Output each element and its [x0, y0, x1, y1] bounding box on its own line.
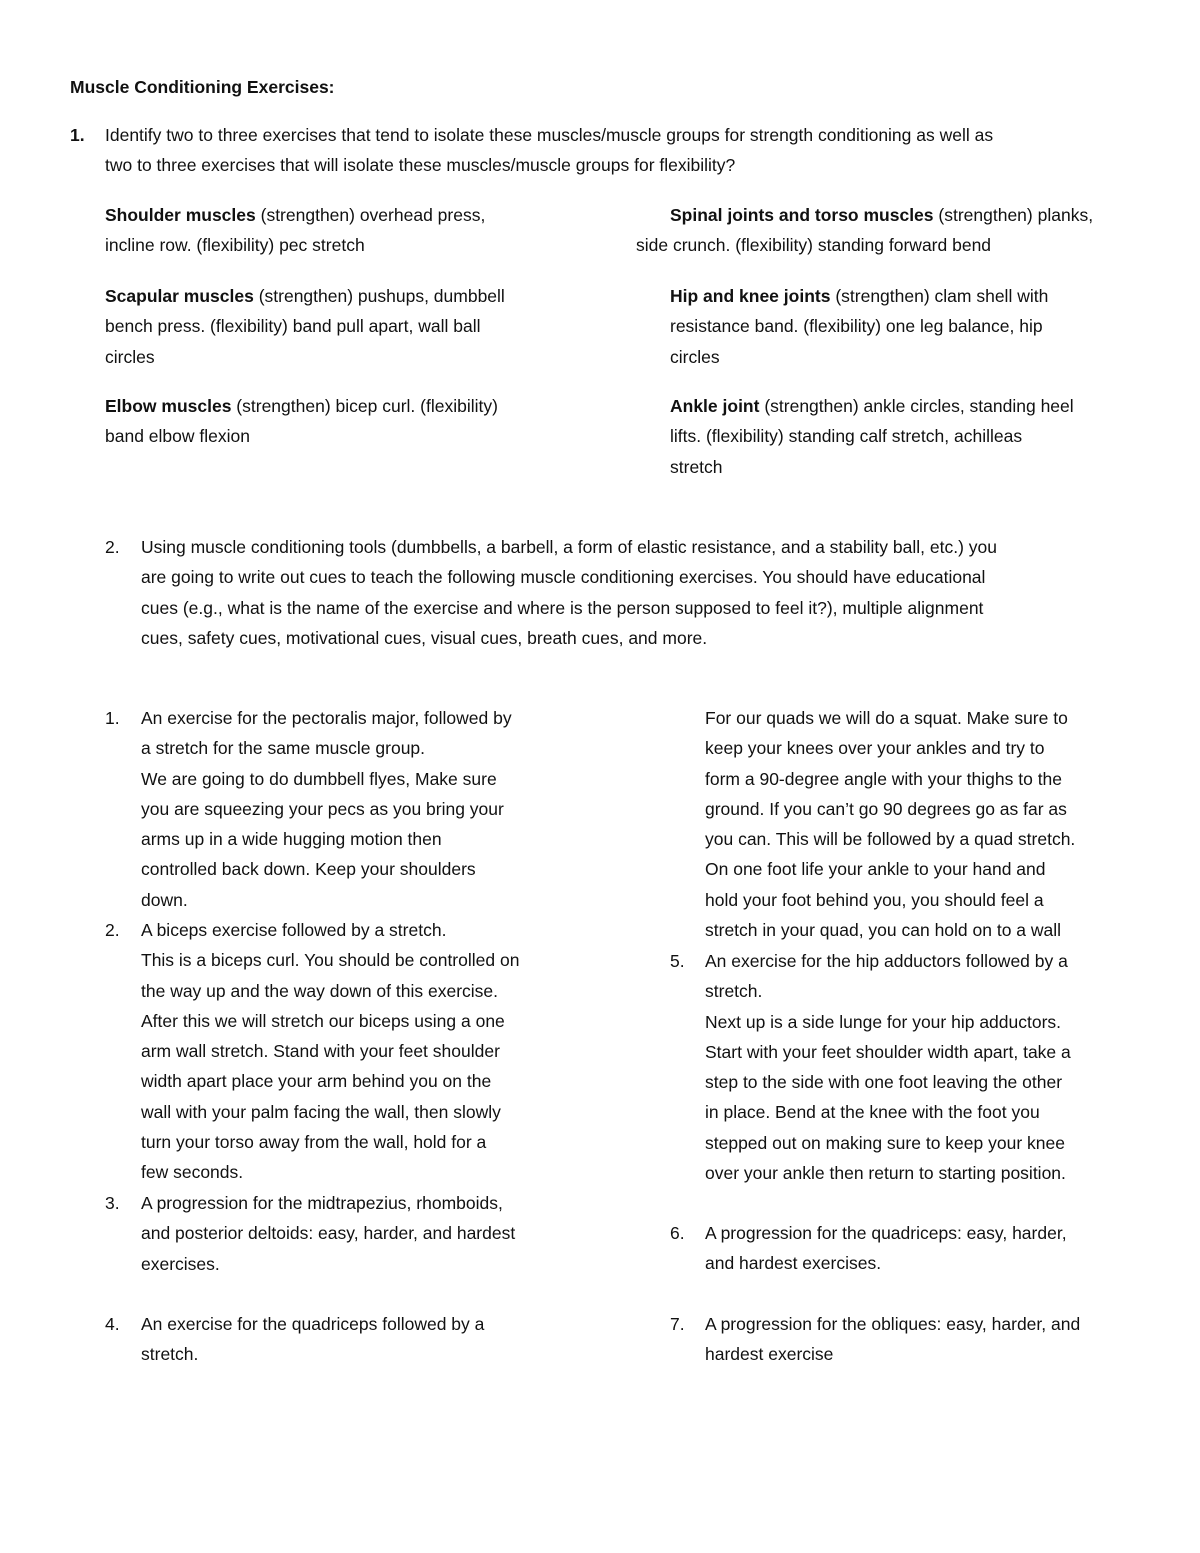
q2-text-line: cues, safety cues, motivational cues, visual cues, breath cues, and more.: [141, 627, 708, 648]
item-text-line: form a 90-degree angle with your thighs to the: [705, 768, 1063, 789]
item-text-line: over your ankle then return to starting position.: [705, 1163, 1066, 1184]
q2-text-line: cues (e.g., what is the name of the exercise and where is the person supposed to feel it?), multiple alignment: [141, 597, 984, 618]
item-text-line: wall with your palm facing the wall, then slowly: [141, 1101, 501, 1122]
item-text-line: hardest exercise: [705, 1344, 834, 1365]
item-text-line: ground. If you can’t go 90 degrees go as far as: [705, 798, 1067, 819]
muscle-name: Ankle joint: [670, 396, 760, 416]
muscle-name: Spinal joints and torso muscles: [670, 205, 934, 225]
item-text-line: A progression for the quadriceps: easy, harder,: [705, 1223, 1067, 1243]
item-number: 7.: [670, 1314, 685, 1334]
q1-text: [105, 120, 993, 181]
answer-text: stretch: [670, 456, 723, 477]
item-number: 2.: [105, 920, 120, 940]
item-text-line: A progression for the obliques: easy, harder, and: [705, 1314, 1081, 1334]
item-number: 3.: [105, 1193, 120, 1213]
item-text-line: the way up and the way down of this exercise.: [141, 980, 499, 1001]
q2-text: [141, 532, 997, 653]
answer-text: (strengthen) pushups, dumbbell: [253, 286, 505, 306]
answer-text: resistance band. (flexibility) one leg balance, hip: [670, 316, 1043, 337]
item-text-line: A biceps exercise followed by a stretch.: [141, 920, 447, 940]
item-text-line: width apart place your arm behind you on the: [141, 1071, 492, 1092]
answer-text: (strengthen) ankle circles, standing heel: [759, 396, 1074, 416]
item-text-line: step to the side with one foot leaving the other: [705, 1072, 1063, 1093]
item-text-line: stretch in your quad, you can hold on to a wall: [705, 920, 1062, 941]
answer-text: side crunch. (flexibility) standing forward bend: [636, 235, 992, 256]
item-text-line: An exercise for the pectoralis major, followed by: [141, 708, 512, 728]
item-text-line: stretch.: [141, 1344, 199, 1365]
item-text-line: exercises.: [141, 1253, 220, 1274]
item-3-text: [141, 1188, 515, 1279]
answer-text: incline row. (flexibility) pec stretch: [105, 235, 365, 256]
item-text-line: arm wall stretch. Stand with your feet shoulder: [141, 1041, 500, 1062]
item-text-line: Start with your feet shoulder width apart, take a: [705, 1041, 1071, 1062]
item-text-line: A progression for the midtrapezius, rhomboids,: [141, 1193, 503, 1213]
item-text-line: few seconds.: [141, 1162, 244, 1183]
item-number: 4.: [105, 1314, 120, 1334]
answer-spinal: [636, 200, 1093, 261]
item-number: 1.: [105, 708, 120, 728]
answer-text: (strengthen) bicep curl. (flexibility): [231, 396, 498, 416]
answer-shoulder: [105, 200, 485, 261]
item-1-text: [141, 703, 512, 915]
answer-text: (strengthen) overhead press,: [255, 205, 486, 225]
item-number: 5.: [670, 951, 685, 971]
item-text-line: For our quads we will do a squat. Make sure to: [705, 708, 1068, 728]
item-text-line: arms up in a wide hugging motion then: [141, 829, 442, 850]
answer-ankle: [670, 391, 1074, 482]
q2-text-line: are going to write out cues to teach the following muscle conditioning exercises. You should have educational: [141, 567, 986, 588]
item-4-text: [141, 1309, 484, 1370]
q2-text-line: Using muscle conditioning tools (dumbbells, a barbell, a form of elastic resistance, and a stability ball, etc.) you: [141, 537, 997, 557]
answer-elbow: [105, 391, 498, 452]
item-text-line: you can. This will be followed by a quad stretch.: [705, 829, 1076, 850]
item-text-line: controlled back down. Keep your shoulders: [141, 859, 476, 880]
item-text-line: hold your foot behind you, you should feel a: [705, 889, 1044, 910]
item-text-line: down.: [141, 889, 188, 910]
item-text-line: stepped out on making sure to keep your knee: [705, 1132, 1065, 1153]
answer-scapular: [105, 281, 505, 372]
muscle-name: Shoulder muscles: [105, 205, 256, 225]
answer-text: bench press. (flexibility) band pull apart, wall ball: [105, 316, 481, 337]
item-6-text: [705, 1218, 1067, 1279]
item-2-text: [141, 915, 519, 1188]
answer-text: band elbow flexion: [105, 426, 250, 447]
item-text-line: you are squeezing your pecs as you bring your: [141, 798, 504, 819]
item-text-line: We are going to do dumbbell flyes, Make sure: [141, 768, 497, 789]
answer-text: circles: [105, 346, 155, 367]
answer-text: (strengthen) clam shell with: [830, 286, 1049, 306]
item-5-text: [705, 946, 1071, 1188]
item-text-line: An exercise for the quadriceps followed by a: [141, 1314, 485, 1334]
answer-text: circles: [670, 346, 720, 367]
item-text-line: turn your torso away from the wall, hold for a: [141, 1132, 487, 1153]
item-text-line: and posterior deltoids: easy, harder, and hardest: [141, 1223, 516, 1244]
item-text-line: keep your knees over your ankles and try to: [705, 738, 1045, 759]
muscle-name: Hip and knee joints: [670, 286, 831, 306]
item-text-line: On one foot life your ankle to your hand and: [705, 859, 1046, 880]
item-text-line: Next up is a side lunge for your hip adductors.: [705, 1011, 1062, 1032]
item-text-line: stretch.: [705, 981, 763, 1002]
item-text-line: After this we will stretch our biceps using a one: [141, 1010, 505, 1031]
item-text-line: An exercise for the hip adductors followed by a: [705, 951, 1068, 971]
q1-text-line: Identify two to three exercises that tend to isolate these muscles/muscle groups for strength conditioning as well as: [105, 125, 994, 145]
item-text-line: and hardest exercises.: [705, 1253, 882, 1274]
item-text-line: in place. Bend at the knee with the foot you: [705, 1102, 1040, 1123]
muscle-name: Elbow muscles: [105, 396, 232, 416]
q2-number: 2.: [105, 537, 120, 557]
item-text-line: a stretch for the same muscle group.: [141, 738, 426, 759]
q1-number: 1.: [70, 125, 85, 145]
answer-hip-knee: [670, 281, 1048, 372]
item-4-continued-text: [705, 703, 1075, 945]
muscle-name: Scapular muscles: [105, 286, 254, 306]
q1-text-line: two to three exercises that will isolate these muscles/muscle groups for flexibility?: [105, 155, 736, 176]
item-number: 6.: [670, 1223, 685, 1243]
document-title: Muscle Conditioning Exercises:: [70, 77, 335, 97]
item-7-text: [705, 1309, 1080, 1370]
item-text-line: This is a biceps curl. You should be controlled on: [141, 950, 520, 971]
answer-text: (strengthen) planks,: [933, 205, 1094, 225]
answer-text: lifts. (flexibility) standing calf stretch, achilleas: [670, 426, 1023, 447]
